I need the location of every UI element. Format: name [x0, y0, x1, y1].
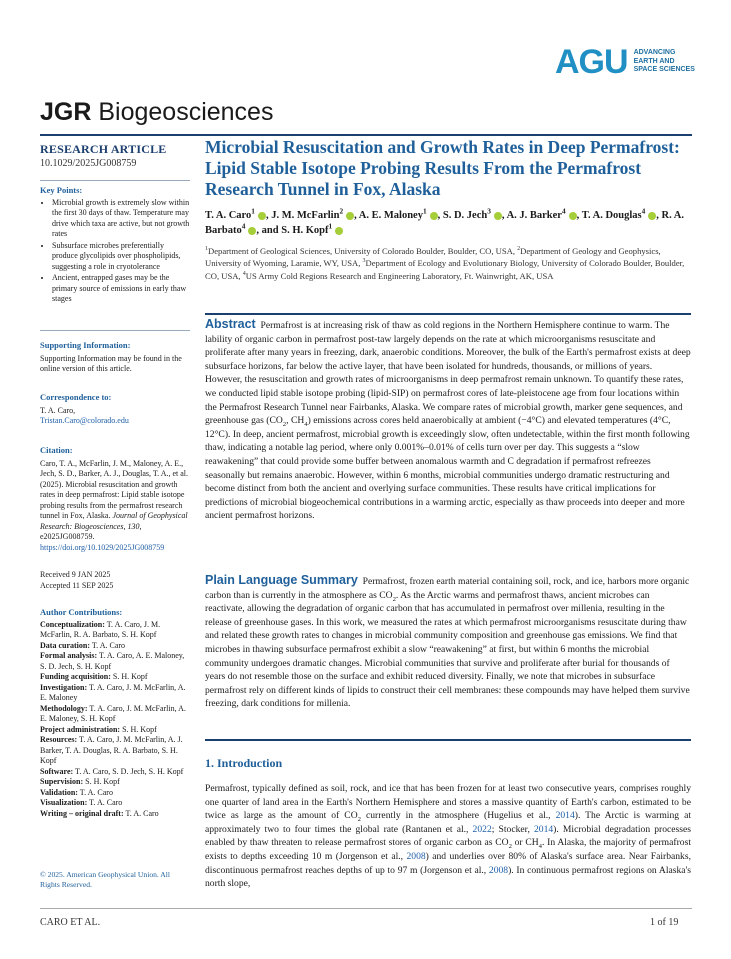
- orcid-icon[interactable]: [569, 212, 577, 220]
- orcid-icon[interactable]: [494, 212, 502, 220]
- citation: [40, 445, 190, 553]
- author-list: T. A. Caro$^1$ , J. M. McFarlin$^2$ , A. E. Maloney$^1$ , S. D. Jech$^3$ , A. J. Barker$^4$ , T. A. Douglas$^4$ , R. A. Barbato$^4$ , and S. H. Kopf$^1$: [205, 206, 685, 236]
- citation-doi-link[interactable]: https://doi.org/10.1029/2025JG008759: [40, 542, 165, 552]
- author-name: S. H. Kopf: [281, 225, 329, 236]
- accepted-date: Accepted 11 SEP 2025: [40, 580, 114, 590]
- contribution-names: T. A. Caro, J. M. McFarlin, R. A. Barbato, S. H. Kopf: [40, 619, 161, 639]
- citation-text: Caro, T. A., McFarlin, J. M., Maloney, A. E., Jech, S. D., Barker, A. J., Douglas, T. A., et al. (2025). Microbial resuscitation and growth rates in deep permafrost: Lipid stable isotope probing results from the permafrost research tunnel in Fox, Alaska. Journal of Geophysical Research: Biogeosciences, 130, e2025JG008759. https://doi.org/10.1029/2025JG008759: [40, 458, 189, 552]
- contributions-list: [40, 620, 190, 820]
- reference-link[interactable]: 2014: [533, 823, 554, 835]
- contribution-item: [40, 651, 190, 672]
- contribution-item: [40, 777, 190, 788]
- citation-heading: Citation:: [40, 445, 73, 455]
- affiliation-number: 1: [205, 246, 209, 253]
- contribution-names: S. H. Kopf: [83, 777, 120, 786]
- contribution-item: [40, 788, 190, 799]
- contribution-item: [40, 620, 190, 641]
- contribution-names: S. H. Kopf: [110, 672, 148, 681]
- contribution-role: Writing – original draft:: [40, 808, 124, 818]
- correspondence: [40, 392, 190, 427]
- reference-link[interactable]: 2008: [488, 864, 509, 876]
- author-name: T. A. Caro: [205, 210, 252, 221]
- key-points-heading: Key Points:: [40, 185, 83, 195]
- contribution-names: T. A. Caro: [87, 798, 123, 807]
- article-title: Microbial Resuscitation and Growth Rates in Deep Permafrost: Lipid Stable Isotope Probing Results From the Permafrost Research Tunnel in Fox, Alaska: [205, 137, 680, 199]
- supporting-info: [40, 340, 190, 375]
- orcid-icon[interactable]: [258, 212, 266, 220]
- correspondence-email-link[interactable]: Tristan.Caro@colorado.edu: [40, 416, 129, 425]
- contribution-role: Formal analysis:: [40, 651, 98, 660]
- author-contributions: [40, 607, 190, 819]
- author-affiliation-number: 1: [422, 206, 427, 216]
- orcid-icon[interactable]: [346, 212, 354, 220]
- key-point: • Microbial growth is extremely slow within the first 30 days of thaw. Temperature may drive which taxa are active, but not growth rates: [52, 198, 190, 240]
- author-affiliation-number: 4: [241, 221, 246, 231]
- contribution-names: T. A. Caro, J. M. McFarlin, A. E. Maloney, S. H. Kopf: [40, 703, 186, 723]
- contribution-item: [40, 767, 190, 778]
- contribution-names: T. A. Caro, J. M. McFarlin, A. E. Maloney: [40, 682, 186, 702]
- correspondence-heading: Correspondence to:: [40, 392, 112, 402]
- supporting-heading: Supporting Information:: [40, 340, 131, 350]
- contribution-names: T. A. Caro, A. E. Maloney, S. D. Jech, S. H. Kopf: [40, 651, 185, 671]
- abstract-top-rule: [205, 313, 691, 315]
- author-affiliation-number: 2: [339, 206, 344, 216]
- abstract: Abstract Permafrost is at increasing risk of thaw as cold regions in the Northern Hemisphere continue to warm. The lability of organic carbon in permafrost post-taw largely depends on the rate at which microorganisms resuscitate and proliferate after many years in freezing, dark, anaerobic conditions. Moreover, the bulk of the Earth's permafrost exists at deep subsurface horizons, far below the active layer, that have been isolated for hundreds, thousands, or millions of years. However, the resuscitation and growth rates of microorganisms in deep permafrost remain unknown. To quantify these rates, we conducted lipid stable isotope probing (lipid-SIP) on permafrost cores of late-pleistocene age from four locations within the Permafrost Research Tunnel near Fairbanks, Alaska. We compare rates of microbial growth, marker gene sequences, and greenhouse gas ($CO_2$, $CH_4$) emissions across cores held anaerobically at ambient (−4°C) and elevated temperatures (4°C, 12°C). In deep, ancient permafrost, microbial growth is exceedingly slow, often undetectable, within the first month following thaw, indicating a notable lag period, where only 0.001%–0.01% of cells turn over per day. This suggests a “slow reawakening” that could provide some buffer between anomalous warmth and C degradation if permafrost refreezes seasonally but remains anaerobic. However, within 6 months, microbial communities undergo dramatic restructuring and become distinct from both the ancient and overlying surface communities. These results have critical implications for predictions of microbial biogeochemical contributions in a warming arctic, especially as thaw proceeds into deeper and more ancient permafrost horizons.: [205, 317, 691, 522]
- author-affiliation-number: 1: [328, 221, 333, 231]
- contribution-role: Resources:: [40, 735, 78, 744]
- contribution-role: Validation:: [40, 787, 78, 797]
- contribution-names: S. H. Kopf: [120, 724, 157, 734]
- pls-heading: Plain Language Summary: [205, 573, 358, 587]
- sidebar-rule: [40, 180, 190, 181]
- copyright: © 2025. American Geophysical Union. All Rights Reserved.: [40, 870, 170, 889]
- footer-authors: CARO ET AL.: [40, 917, 101, 928]
- plain-language-summary: Plain Language Summary Permafrost, frozen earth material containing soil, rock, and ice, harbors more organic carbon than is currently in the atmosphere as $CO_2$. As the Arctic warms and permafrost thaws, ancient microbes can reactivate, allowing the degradation of organic carbon that has accumulated in permafrost over millenia, resulting in the release of greenhouse gases. In this work, we measured the rates at which permafrost microorganisms resuscitate during thaw and related these growth rates to changes in microbial community composition and greenhouse gas emissions. We find that microbes in thawing subsurface permafrost exhibit a slow “reawakening” at first, but within 6 months the microbial community undergoes dramatic changes. Microbial communities that survive and proliferate after burial for thousands of years do not resemble those on the surface and exhibit reduced diversity. Finally, we note that microbes in subsurface permafrost rely on different kinds of lipids to construct their cell membranes: these compounds may have helped them survive freezing, dark conditions for millenia.: [205, 573, 690, 710]
- page-number: 1 of 19: [650, 917, 679, 928]
- reference-link[interactable]: 2014: [555, 810, 575, 822]
- contribution-item: [40, 683, 190, 704]
- contribution-names: T. A. Caro: [77, 787, 113, 797]
- affiliations: [205, 245, 691, 282]
- journal-name: JGR Biogeosciences: [40, 98, 274, 126]
- key-points: [40, 185, 190, 306]
- abstract-bottom-rule: [205, 739, 691, 741]
- contribution-names: T. A. Caro, S. D. Jech, S. H. Kopf: [73, 766, 184, 776]
- author-name: T. A. Douglas: [581, 210, 642, 221]
- affiliation-text: Department of Geology and Geophysics, University of Wyoming, Laramie, WY, USA,: [205, 246, 661, 269]
- doi: 10.1029/2025JG008759: [40, 158, 137, 169]
- contribution-item: [40, 725, 190, 736]
- header-rule: [40, 134, 692, 136]
- affiliation-number: 2: [517, 246, 521, 253]
- affiliation-text: Department of Ecology and Evolutionary Biology, University of Colorado Boulder, Boulder, CO, USA,: [205, 258, 685, 281]
- affiliation-text: US Army Cold Regions Research and Engineering Laboratory, Ft. Wainwright, AK, USA: [245, 270, 554, 281]
- key-point: • Ancient, entrapped gases may be the primary source of emissions in early thaw stages: [52, 273, 190, 305]
- supporting-text: Supporting Information may be found in the online version of this article.: [40, 353, 182, 373]
- article-type: RESEARCH ARTICLE: [40, 142, 167, 156]
- author-name: J. M. McFarlin: [271, 210, 340, 221]
- correspondence-name: T. A. Caro,: [40, 405, 76, 415]
- contribution-item: [40, 641, 190, 652]
- received-date: Received 9 JAN 2025: [40, 570, 111, 579]
- reference-link[interactable]: 2008: [406, 850, 426, 862]
- author-name: A. J. Barker: [506, 210, 562, 221]
- contribution-item: [40, 798, 190, 809]
- contribution-item: [40, 809, 190, 820]
- key-point: • Subsurface microbes preferentially produce glycolipids over phospholipids, suggesting a role in cryotolerance: [52, 241, 190, 273]
- orcid-icon[interactable]: [430, 212, 438, 220]
- footer-rule: [40, 908, 692, 909]
- contribution-item: [40, 704, 190, 725]
- agu-logo: [555, 44, 695, 80]
- contributions-heading: Author Contributions:: [40, 607, 123, 617]
- introduction-text: Permafrost, typically defined as soil, rock, and ice that has been frozen for at least two consecutive years, comprises roughly one quarter of land area in the Earth's Northern Hemisphere and stores a massive quantity of Earth's carbon, estimated to be twice as large as the amount of $CO_2$ currently in the atmosphere (Hugelius et al., 2014). The Arctic is warming at approximately two to four times the global rate (Rantanen et al., 2022; Stocker, 2014). Microbial degradation processes enabled by thaw threaten to release permafrost stores of organic carbon as $CO_2$ or $CH_4$. In Alaska, the majority of permafrost exists to depths exceeding 10 m (Jorgenson et al., 2008) and underlies over 80% of Alaska's surface area. Near Fairbanks, discontinuous permafrost reaches depths of up to 97 m (Jorgenson et al., 2008). In continuous permafrost regions on Alaska's north slope,: [205, 783, 692, 890]
- introduction-heading: 1. Introduction: [205, 756, 283, 770]
- author-name: R. A. Barbato: [205, 210, 685, 236]
- orcid-icon[interactable]: [648, 212, 656, 220]
- contribution-role: Conceptualization:: [40, 619, 105, 629]
- contribution-role: Supervision:: [40, 777, 84, 786]
- sidebar-rule: [40, 330, 190, 331]
- orcid-icon[interactable]: [248, 227, 256, 235]
- contribution-item: [40, 735, 190, 767]
- contribution-item: [40, 672, 190, 683]
- contribution-role: Data curation:: [40, 640, 90, 650]
- contribution-role: Methodology:: [40, 703, 88, 713]
- contribution-role: Project administration:: [40, 724, 121, 734]
- author-affiliation-number: 4: [641, 206, 646, 216]
- contribution-role: Software:: [40, 766, 74, 776]
- orcid-icon[interactable]: [335, 227, 343, 235]
- contribution-role: Investigation:: [40, 682, 88, 692]
- author-affiliation-number: 1: [251, 206, 255, 216]
- affiliation-text: Department of Geological Sciences, University of Colorado Boulder, Boulder, CO, USA,: [208, 246, 518, 256]
- affiliation-number: 3: [362, 258, 366, 265]
- agu-logo-tagline: ADVANCING EARTH AND SPACE SCIENCES: [633, 49, 695, 74]
- reference-link[interactable]: 2022: [472, 823, 492, 835]
- contribution-names: T. A. Caro, J. M. McFarlin, A. J. Barker, T. A. Douglas, R. A. Barbato, S. H. Kopf: [40, 735, 183, 765]
- contribution-names: T. A. Caro: [123, 808, 159, 818]
- author-name: S. D. Jech: [442, 210, 488, 221]
- dates: [40, 570, 190, 591]
- contribution-names: T. A. Caro: [90, 640, 126, 650]
- agu-logo-mark: AGU: [555, 43, 628, 81]
- contribution-role: Funding acquisition:: [40, 672, 111, 681]
- author-name: A. E. Maloney: [358, 210, 423, 221]
- author-affiliation-number: 3: [487, 206, 491, 216]
- abstract-heading: Abstract: [205, 317, 256, 331]
- affiliation-number: 4: [242, 270, 246, 277]
- author-affiliation-number: 4: [561, 206, 566, 216]
- contribution-role: Visualization:: [40, 798, 88, 807]
